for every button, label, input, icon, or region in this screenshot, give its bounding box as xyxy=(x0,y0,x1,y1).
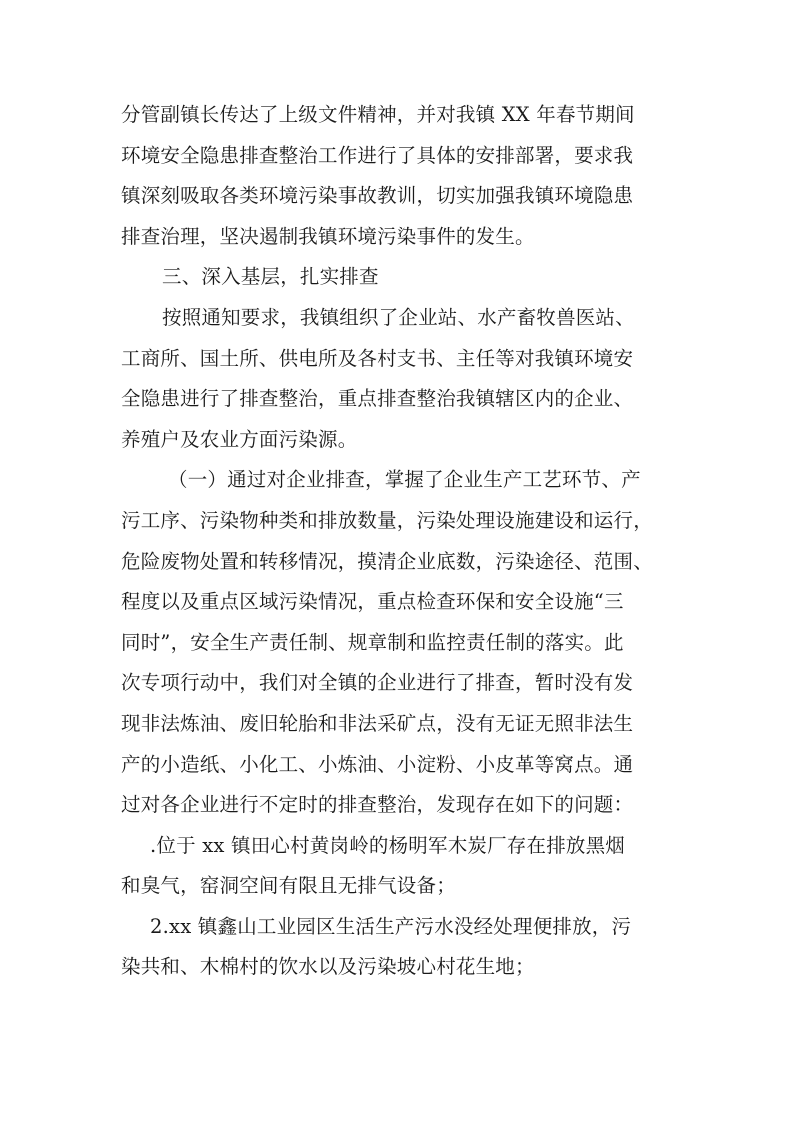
paragraph-line: 同时”，安全生产责任制、规章制和监控责任制的落实。此 xyxy=(121,630,624,654)
paragraph-line: 环境安全隐患排查整治工作进行了具体的安排部署，要求我 xyxy=(121,143,634,167)
paragraph-line: 养殖户及农业方面污染源。 xyxy=(121,427,358,451)
section-heading: 三、深入基层，扎实排查 xyxy=(162,265,379,289)
paragraph-line: 危险废物处置和转移情况，摸清企业底数，污染途径、范围、 xyxy=(121,549,653,573)
subsection-line: （一）通过对企业排查，掌握了企业生产工艺环节、产 xyxy=(168,468,641,492)
paragraph-line: 全隐患进行了排查整治，重点排查整治我镇辖区内的企业、 xyxy=(121,387,634,411)
paragraph-line: 工商所、国土所、供电所及各村支书、主任等对我镇环境安 xyxy=(121,346,634,370)
paragraph-line: 产的小造纸、小化工、小炼油、小淀粉、小皮革等窝点。通 xyxy=(121,752,634,776)
paragraph-line: 次专项行动中，我们对全镇的企业进行了排查，暂时没有发 xyxy=(121,671,634,695)
paragraph-line: 镇深刻吸取各类环境污染事故教训，切实加强我镇环境隐患 xyxy=(121,184,634,208)
paragraph-line: 排查治理，坚决遏制我镇环境污染事件的发生。 xyxy=(121,224,535,248)
body-text xyxy=(121,95,681,988)
list-item: .位于 xx 镇田心村黄岗岭的杨明军木炭厂存在排放黑烟 xyxy=(150,833,625,857)
list-item-continuation: 染共和、木棉村的饮水以及污染坡心村花生地； xyxy=(121,955,535,979)
paragraph-line: 过对各企业进行不定时的排查整治，发现存在如下的问题： xyxy=(121,793,634,817)
paragraph-line: 程度以及重点区域污染情况，重点检查环保和安全设施“三 xyxy=(121,590,624,614)
paragraph-line: 按照通知要求，我镇组织了企业站、水产畜牧兽医站、 xyxy=(162,305,635,329)
paragraph-line: 污工序、污染物种类和排放数量，污染处理设施建设和运行， xyxy=(121,508,653,532)
list-item-continuation: 和臭气，窑洞空间有限且无排气设备； xyxy=(121,874,456,898)
paragraph-line: 分管副镇长传达了上级文件精神，并对我镇 XX 年春节期间 xyxy=(121,103,635,126)
list-item: 2.xx 镇鑫山工业园区生活生产污水没经处理便排放，污 xyxy=(150,914,632,938)
paragraph-line: 现非法炼油、废旧轮胎和非法采矿点，没有无证无照非法生 xyxy=(121,711,634,735)
